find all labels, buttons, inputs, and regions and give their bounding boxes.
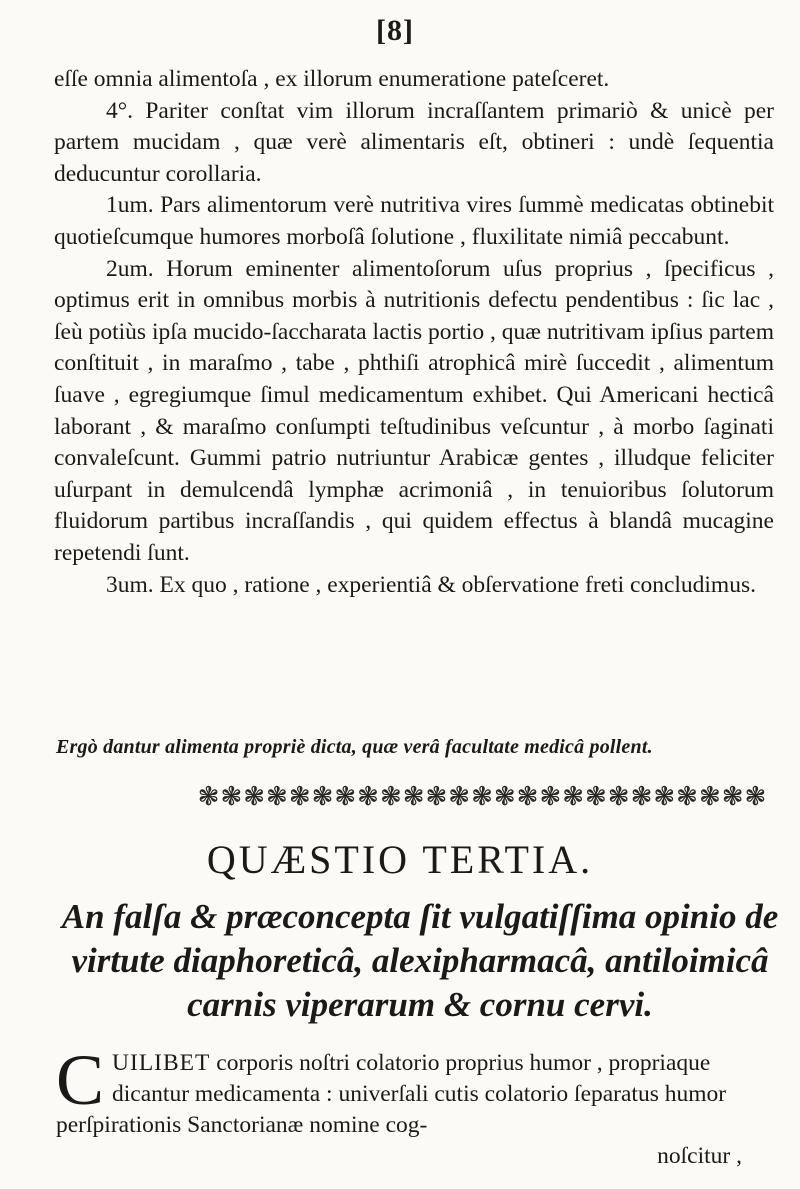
paragraph-text: corporis noſtri colatorio proprius humor , propriaque dicantur medicamenta : univerſali cutis colatorio ſeparatus humor perſpirationis Sanctorianæ nomine cog-: [56, 1050, 727, 1138]
paragraph: 2um. Horum eminenter alimentoſorum uſus proprius , ſpecificus , optimus erit in omnibus morbis à nutritionis defectu pendentibus : ſic lac , ſeù potiùs ipſa mucido-ſaccharata lactis portio , quæ nutritivam ipſius partem conſtituit , in maraſmo , tabe , phthiſi atrophicâ mirè ſuccedit , alimentum ſuave , egregiumque ſimul medicamentum exhibet. Qui Americani hecticâ laborant , & maraſmo conſumpti teſtudinibus veſcuntur , à morbo ſaginati convaleſcunt. Gummi patrio nutriuntur Arabicæ gentes , illudque feliciter uſurpant in demulcendâ lymphæ acrimoniâ , in tenuioribus ſolutorum fluidorum partibus incraſſandis , qui quidem effectus à blandâ mucagine repetendi ſunt.: [54, 255, 774, 566]
paragraph: eſſe omnia alimentoſa , ex illorum enumeratione pateſceret.: [54, 66, 610, 92]
paragraph: 3um. Ex quo , ratione , experientiâ & obſervatione freti concludimus.: [106, 571, 756, 598]
page-number: [8]: [376, 14, 414, 47]
opening-paragraph: [56, 1040, 776, 1172]
paragraph: 1um. Pars alimentorum verè nutritiva vires ſummè medicatas obtinebit quotieſcumque humores morboſâ ſolutione , fluxilitate nimiâ peccabunt.: [54, 192, 774, 250]
small-caps-word: UILIBET: [112, 1050, 211, 1076]
question-title: An falſa & præconcepta ſit vulgatiſſima opinio de virtute diaphoreticâ, alexipharmacâ, antiloimicâ carnis viperarum & cornu cervi.: [61, 897, 779, 1024]
paragraph: 4°. Pariter conſtat vim illorum incraſſantem primariò & unicè per partem mucidam , quæ verè alimentaris eſt, obtineri : undè ſequentia deducuntur corollaria.: [54, 97, 774, 187]
conclusion-line: Ergò dantur alimenta propriè dicta, quæ verâ facultate medicâ pollent.: [56, 736, 653, 758]
drop-cap: C: [56, 1040, 105, 1120]
catchword-line: noſcitur ,: [657, 1143, 742, 1169]
ornamental-divider: ❃❃❃❃❃❃❃❃❃❃❃❃❃❃❃❃❃❃❃❃❃❃❃❃❃: [197, 782, 768, 811]
section-heading: QUÆSTIO TERTIA.: [206, 837, 594, 882]
body-text: [54, 64, 774, 601]
